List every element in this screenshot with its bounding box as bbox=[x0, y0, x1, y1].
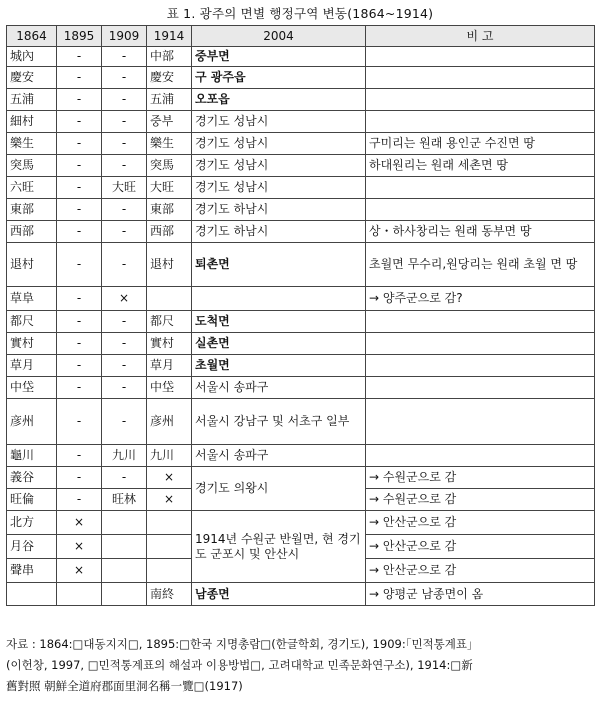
cell-2004: 남종면 bbox=[192, 583, 366, 606]
cell-1909: - bbox=[102, 467, 147, 489]
cell-1895: - bbox=[57, 199, 102, 221]
table-row bbox=[7, 177, 595, 199]
cell-1909: 九川 bbox=[102, 445, 147, 467]
cell-note: 구미리는 원래 용인군 수진면 땅 bbox=[366, 133, 595, 155]
cell-1914 bbox=[147, 559, 192, 583]
cell-1895: - bbox=[57, 221, 102, 243]
cell-1914: × bbox=[147, 467, 192, 489]
col-header-note: 비 고 bbox=[366, 26, 595, 47]
col-header-1914: 1914 bbox=[147, 26, 192, 47]
cell-1909: - bbox=[102, 355, 147, 377]
cell-2004-merged-gunpo: 1914년 수원군 반월면, 현 경기도 군포시 및 안산시 bbox=[192, 511, 366, 583]
cell-note: 하대원리는 원래 세촌면 땅 bbox=[366, 155, 595, 177]
cell-1895: - bbox=[57, 355, 102, 377]
cell-1864: 龜川 bbox=[7, 445, 57, 467]
cell-1914 bbox=[147, 535, 192, 559]
cell-note: → 수원군으로 감 bbox=[366, 489, 595, 511]
cell-1914: 慶安 bbox=[147, 67, 192, 89]
cell-1864: 實村 bbox=[7, 333, 57, 355]
source-footnote bbox=[6, 634, 596, 697]
cell-1895: - bbox=[57, 67, 102, 89]
cell-note: → 안산군으로 감 bbox=[366, 559, 595, 583]
cell-1895: - bbox=[57, 133, 102, 155]
col-header-1895: 1895 bbox=[57, 26, 102, 47]
cell-1864: 北方 bbox=[7, 511, 57, 535]
cell-note bbox=[366, 355, 595, 377]
cell-1864: 草阜 bbox=[7, 287, 57, 311]
admin-change-table bbox=[6, 25, 595, 606]
cell-1914: 退村 bbox=[147, 243, 192, 287]
table-row bbox=[7, 199, 595, 221]
cell-note: → 수원군으로 감 bbox=[366, 467, 595, 489]
cell-1909: - bbox=[102, 155, 147, 177]
cell-1895: - bbox=[57, 177, 102, 199]
cell-1909 bbox=[102, 535, 147, 559]
cell-1864: 中垈 bbox=[7, 377, 57, 399]
cell-1895: - bbox=[57, 311, 102, 333]
cell-2004: 경기도 하남시 bbox=[192, 199, 366, 221]
cell-1914: 實村 bbox=[147, 333, 192, 355]
cell-1895: - bbox=[57, 399, 102, 445]
cell-2004-merged-uiwang: 경기도 의왕시 bbox=[192, 467, 366, 511]
cell-1914: 中部 bbox=[147, 47, 192, 67]
footnote-line: 舊對照 朝鮮全道府郡面里洞名稱一覽□(1917) bbox=[6, 679, 243, 693]
cell-1895: - bbox=[57, 287, 102, 311]
cell-1895: - bbox=[57, 377, 102, 399]
cell-2004: 도척면 bbox=[192, 311, 366, 333]
col-header-1909: 1909 bbox=[102, 26, 147, 47]
cell-1914: 大旺 bbox=[147, 177, 192, 199]
cell-1864: 城內 bbox=[7, 47, 57, 67]
cell-note bbox=[366, 67, 595, 89]
table-row bbox=[7, 377, 595, 399]
table-row bbox=[7, 89, 595, 111]
cell-note: 초월면 무수리,원당리는 원래 초월 면 땅 bbox=[366, 243, 595, 287]
cell-note: → 양평군 남종면이 옴 bbox=[366, 583, 595, 606]
cell-1909: - bbox=[102, 47, 147, 67]
cell-1864: 退村 bbox=[7, 243, 57, 287]
col-header-2004: 2004 bbox=[192, 26, 366, 47]
header-row bbox=[7, 26, 595, 47]
cell-2004: 오포읍 bbox=[192, 89, 366, 111]
table-row bbox=[7, 399, 595, 445]
cell-2004: 경기도 성남시 bbox=[192, 155, 366, 177]
cell-1909: - bbox=[102, 221, 147, 243]
cell-1909: - bbox=[102, 399, 147, 445]
cell-1864: 月谷 bbox=[7, 535, 57, 559]
table-row bbox=[7, 111, 595, 133]
cell-2004: 중부면 bbox=[192, 47, 366, 67]
cell-1895: - bbox=[57, 47, 102, 67]
cell-1895: × bbox=[57, 535, 102, 559]
cell-2004: 서울시 송파구 bbox=[192, 445, 366, 467]
cell-1909: - bbox=[102, 333, 147, 355]
cell-1864: 義谷 bbox=[7, 467, 57, 489]
table-row bbox=[7, 583, 595, 606]
cell-1864: 慶安 bbox=[7, 67, 57, 89]
cell-note: 상・하사창리는 원래 동부면 땅 bbox=[366, 221, 595, 243]
cell-1909: - bbox=[102, 111, 147, 133]
cell-1864: 旺倫 bbox=[7, 489, 57, 511]
cell-1895: - bbox=[57, 489, 102, 511]
cell-1895: - bbox=[57, 445, 102, 467]
cell-1895: × bbox=[57, 511, 102, 535]
cell-1914: 彦州 bbox=[147, 399, 192, 445]
cell-2004: 경기도 하남시 bbox=[192, 221, 366, 243]
cell-2004: 경기도 성남시 bbox=[192, 177, 366, 199]
cell-1914: 都尺 bbox=[147, 311, 192, 333]
cell-1909: - bbox=[102, 67, 147, 89]
cell-1914: 중부 bbox=[147, 111, 192, 133]
table-row bbox=[7, 355, 595, 377]
col-header-1864: 1864 bbox=[7, 26, 57, 47]
cell-note bbox=[366, 177, 595, 199]
footnote-line: 자료 : 1864:□대동지지□, 1895:□한국 지명총람□(한글학회, 경기도), 1909:｢민적통계표｣ bbox=[6, 637, 473, 651]
cell-1914: 中垈 bbox=[147, 377, 192, 399]
cell-1914: 南終 bbox=[147, 583, 192, 606]
table-row bbox=[7, 287, 595, 311]
cell-1909: - bbox=[102, 311, 147, 333]
table-row bbox=[7, 221, 595, 243]
cell-2004: 구 광주읍 bbox=[192, 67, 366, 89]
cell-1895: - bbox=[57, 467, 102, 489]
cell-1864: 西部 bbox=[7, 221, 57, 243]
table-row bbox=[7, 67, 595, 89]
cell-1864: 東部 bbox=[7, 199, 57, 221]
cell-1914: 樂生 bbox=[147, 133, 192, 155]
cell-note bbox=[366, 89, 595, 111]
cell-1895: - bbox=[57, 333, 102, 355]
cell-1914: 突馬 bbox=[147, 155, 192, 177]
cell-1914: 東部 bbox=[147, 199, 192, 221]
cell-1864: 彦州 bbox=[7, 399, 57, 445]
cell-1864 bbox=[7, 583, 57, 606]
cell-1909: - bbox=[102, 243, 147, 287]
cell-2004: 서울시 강남구 및 서초구 일부 bbox=[192, 399, 366, 445]
cell-2004: 초월면 bbox=[192, 355, 366, 377]
cell-1909: × bbox=[102, 287, 147, 311]
cell-note bbox=[366, 333, 595, 355]
cell-note bbox=[366, 199, 595, 221]
table-title: 표 1. 광주의 면별 행정구역 변동(1864~1914) bbox=[166, 6, 434, 21]
table-row bbox=[7, 47, 595, 67]
cell-note: → 양주군으로 감? bbox=[366, 287, 595, 311]
cell-note bbox=[366, 311, 595, 333]
cell-note: → 안산군으로 감 bbox=[366, 535, 595, 559]
cell-1914: × bbox=[147, 489, 192, 511]
cell-1895: - bbox=[57, 89, 102, 111]
cell-1864: 都尺 bbox=[7, 311, 57, 333]
cell-1909: - bbox=[102, 89, 147, 111]
cell-note bbox=[366, 377, 595, 399]
cell-2004: 서울시 송파구 bbox=[192, 377, 366, 399]
cell-1909 bbox=[102, 583, 147, 606]
cell-1895: × bbox=[57, 559, 102, 583]
cell-1909 bbox=[102, 559, 147, 583]
cell-note bbox=[366, 445, 595, 467]
cell-1895: - bbox=[57, 111, 102, 133]
cell-note bbox=[366, 111, 595, 133]
cell-1914 bbox=[147, 511, 192, 535]
cell-1864: 草月 bbox=[7, 355, 57, 377]
cell-1864: 樂生 bbox=[7, 133, 57, 155]
cell-1909: - bbox=[102, 377, 147, 399]
cell-1909: 大旺 bbox=[102, 177, 147, 199]
cell-note: → 안산군으로 감 bbox=[366, 511, 595, 535]
cell-1895: - bbox=[57, 243, 102, 287]
cell-1864: 突馬 bbox=[7, 155, 57, 177]
table-row bbox=[7, 467, 595, 489]
cell-note bbox=[366, 47, 595, 67]
cell-1914: 草月 bbox=[147, 355, 192, 377]
cell-note bbox=[366, 399, 595, 445]
cell-1864: 五浦 bbox=[7, 89, 57, 111]
cell-1914: 西部 bbox=[147, 221, 192, 243]
table-row bbox=[7, 311, 595, 333]
table-row bbox=[7, 333, 595, 355]
cell-1909 bbox=[102, 511, 147, 535]
cell-1895: - bbox=[57, 155, 102, 177]
cell-1914: 五浦 bbox=[147, 89, 192, 111]
cell-2004: 경기도 성남시 bbox=[192, 133, 366, 155]
table-row bbox=[7, 155, 595, 177]
cell-1914 bbox=[147, 287, 192, 311]
cell-1909: - bbox=[102, 199, 147, 221]
cell-1864: 聲串 bbox=[7, 559, 57, 583]
cell-1909: - bbox=[102, 133, 147, 155]
cell-1864: 六旺 bbox=[7, 177, 57, 199]
table-row bbox=[7, 511, 595, 535]
cell-2004: 실촌면 bbox=[192, 333, 366, 355]
table-row bbox=[7, 133, 595, 155]
table-row bbox=[7, 445, 595, 467]
table-row bbox=[7, 243, 595, 287]
cell-1914: 九川 bbox=[147, 445, 192, 467]
cell-1909: 旺林 bbox=[102, 489, 147, 511]
footnote-line: (이헌창, 1997, □민적통계표의 해설과 이용방법□, 고려대학교 민족문화연구소), 1914:□新 bbox=[6, 658, 473, 672]
cell-2004 bbox=[192, 287, 366, 311]
cell-2004: 경기도 성남시 bbox=[192, 111, 366, 133]
cell-2004: 퇴촌면 bbox=[192, 243, 366, 287]
cell-1864: 細村 bbox=[7, 111, 57, 133]
cell-1895 bbox=[57, 583, 102, 606]
